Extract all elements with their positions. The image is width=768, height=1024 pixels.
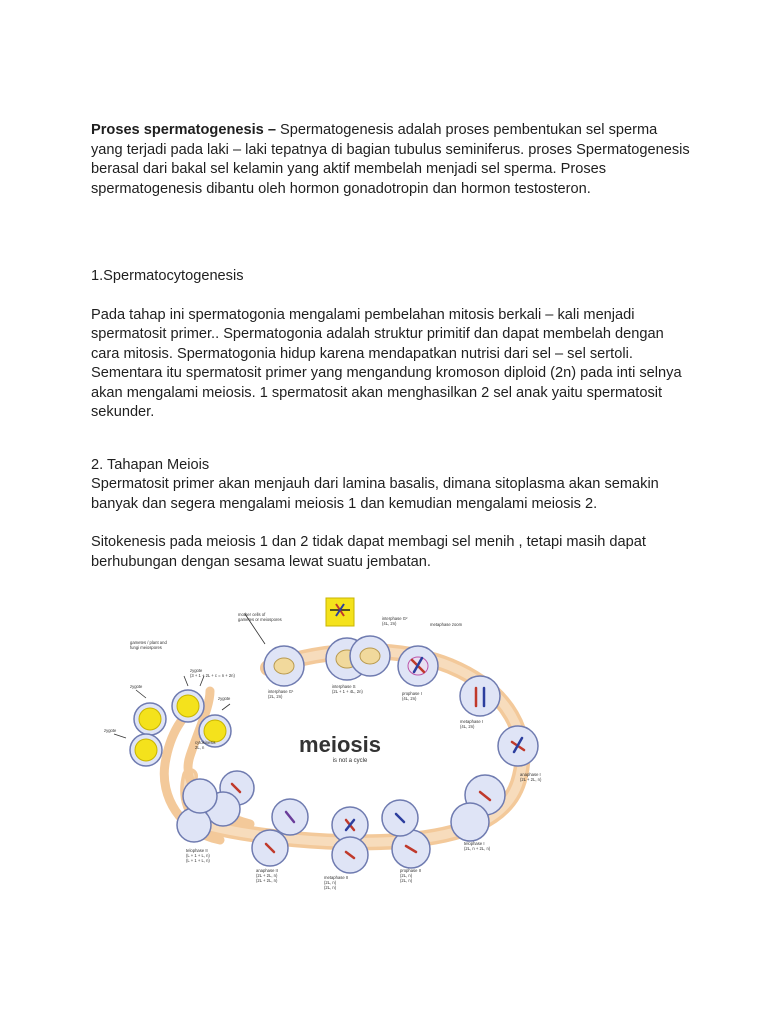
label-zygote1: zygote	[190, 668, 203, 673]
section1-text: Pada tahap ini spermatogonia mengalami pembelahan mitosis berkali – kali menjadi spermatosit primer.. Spermatogonia adalah struktur primitif dan dapat membelah dengan cara mitosis. Spermatogonia hidup karena mendapatkan nutrisi dari sel – sel sertoli. Sementara itu spermatosit primer yang mengandung kromoson diploid (2n) pada inti selnya akan mengalami meiosis. 1 spermatosit akan menghasilkan 2 sel anak yaitu spermatosit sekunder.	[91, 306, 682, 420]
diagram-title: meiosis	[299, 732, 381, 757]
section2-heading: 2. Tahapan Meiois	[91, 456, 210, 473]
document-page	[91, 121, 691, 572]
label-gametes: gametes / plant and	[130, 640, 167, 645]
metaphase-zoom-box	[326, 598, 354, 626]
label-metaphase-tag: metaphase zoom	[430, 622, 463, 627]
section2-text2: Sitokenesis pada meiosis 1 dan 2 tidak dapat membagi sel menih , tetapi masih dapat berhubungan dengan sesama lewat suatu jembatan.	[91, 534, 646, 570]
section2-text1: Spermatosit primer akan menjauh dari lamina basalis, dimana sitoplasma akan semakin banyak dan segera mengalami meiosis 1 dan kemudian mengalami meiosis 2.	[91, 476, 659, 512]
label-mother-cells2: gametes or meiospores	[238, 617, 282, 622]
label-interphase-s: interphase S	[332, 684, 356, 689]
label-interphase-g1: interphase G¹	[268, 689, 294, 694]
label-anaphase2-v2: (2L + 2L, n)	[256, 878, 278, 883]
label-zygote4: zygote	[104, 728, 117, 733]
label-prophase1-v: (4L, 2n)	[402, 696, 417, 701]
label-interphase-s-v: (2L + 1 + 4L, 2n)	[332, 689, 363, 694]
label-prophase2-v: (2L, n)	[400, 873, 413, 878]
label-gametes2: fungi meiospores	[130, 645, 162, 650]
label-telophase2-v: (L + 1 + L, n)	[186, 853, 210, 858]
label-anaphase1: anaphase I	[520, 772, 541, 777]
label-metaphase1: metaphase I	[460, 719, 484, 724]
meiosis-diagram	[100, 596, 560, 896]
label-telophase2-v2: (L + 1 + L, n)	[186, 858, 210, 863]
section1-heading: 1.Spermatocytogenesis	[91, 268, 244, 284]
label-metaphase1-v: (4L, 2n)	[460, 724, 475, 729]
label-metaphase2-v2: (2L, n)	[324, 885, 337, 890]
label-zygote2: zygote	[130, 684, 143, 689]
label-interphase-g2-v: (4L, 2n)	[382, 621, 397, 626]
label-prophase1: prophase I	[402, 691, 422, 696]
cell-telophase-2c	[177, 808, 211, 842]
label-telophase1-v: (2L, n + 2L, n)	[464, 846, 491, 851]
label-interphase-g1-v: (2L, 2n)	[268, 694, 283, 699]
label-cyto-vals: 2L, n	[195, 745, 205, 750]
label-zygote3: zygote	[218, 696, 231, 701]
label-cytokinesis: cytokinesis	[195, 740, 216, 745]
label-telophase2: telophase II	[186, 848, 208, 853]
cell-telophase-1b	[451, 803, 489, 841]
intro-paragraph	[91, 121, 691, 199]
label-anaphase1-v: (2L + 2L, n)	[520, 777, 542, 782]
label-metaphase2: metaphase II	[324, 875, 349, 880]
cell-telophase-2d	[183, 779, 217, 813]
label-metaphase2-v: (2L, n)	[324, 880, 337, 885]
label-telophase1: telophase I	[464, 841, 485, 846]
intro-text: Spermatogenesis adalah proses pembentukan sel sperma yang terjadi pada laki – laki tepatnya di bagian tubulus seminiferus. proses Spermatogenesis berasal dari bakal sel kelamin yang aktif membelah menjadi sel sperma. Proses spermatogenesis dibantu oleh hormon gonadotropin dan hormon testosteron.	[91, 122, 690, 197]
cell-metaphase-1	[460, 676, 500, 716]
label-zygote1b: (3 + 1 + 2L + c = n + 2n)	[190, 673, 235, 678]
label-anaphase2-v: (2L + 2L, n)	[256, 873, 278, 878]
intro-lead: Proses spermatogenesis –	[91, 122, 276, 138]
label-interphase-g2: interphase G²	[382, 616, 408, 621]
label-prophase2: prophase II	[400, 868, 421, 873]
label-prophase2-v2: (2L, n)	[400, 878, 413, 883]
diagram-subtitle: is not a cycle	[332, 758, 368, 764]
label-mother-cells: mother cells of	[238, 612, 266, 617]
label-anaphase2: anaphase II	[256, 868, 278, 873]
